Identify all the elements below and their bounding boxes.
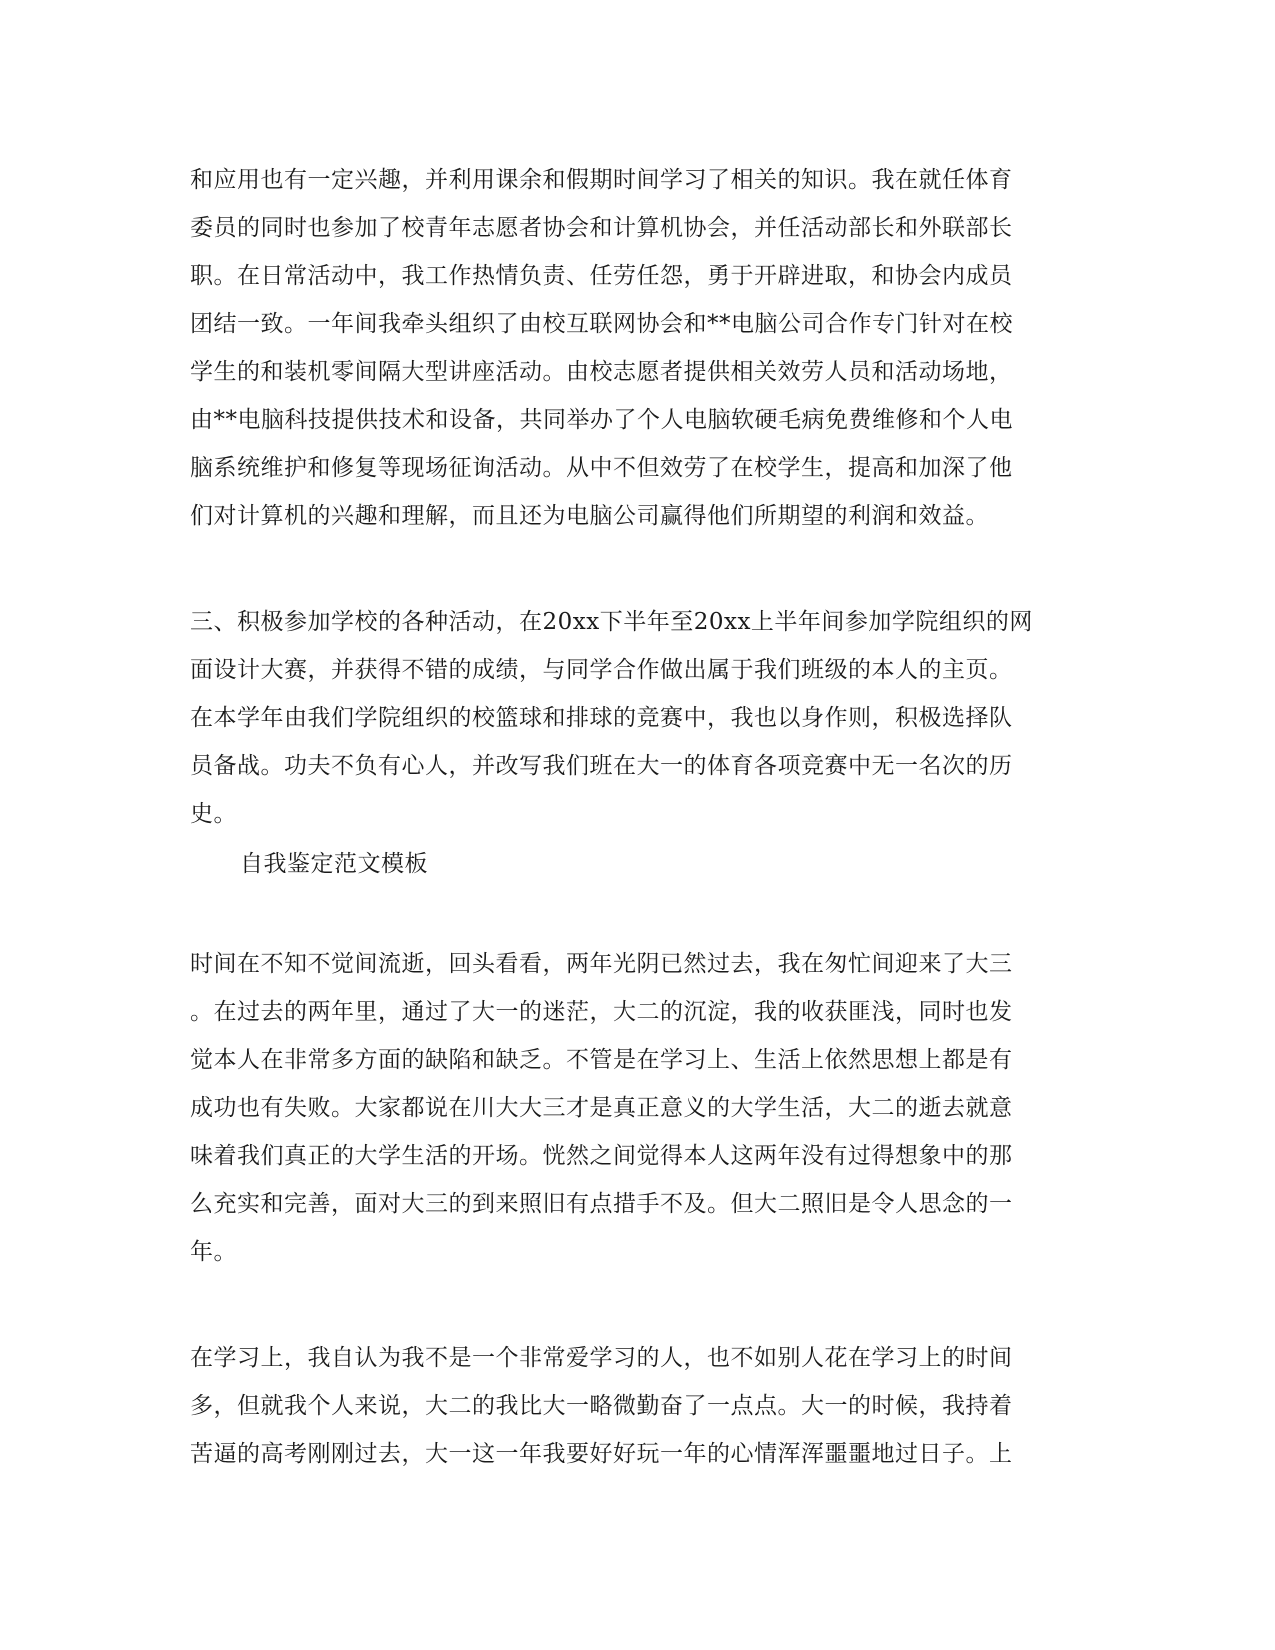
- section-heading: 自我鉴定范文模板: [240, 851, 428, 877]
- text-line: 学生的和装机零间隔大型讲座活动。由校志愿者提供相关效劳人员和活动场地，: [190, 359, 1013, 385]
- text-line: 职。在日常活动中，我工作热情负责、任劳任怨，勇于开辟进取，和协会内成员: [190, 263, 1013, 289]
- text-line: 多，但就我个人来说，大二的我比大一略微勤奋了一点点。大一的时候，我持着: [190, 1393, 1013, 1419]
- text-line: 年。: [190, 1239, 237, 1265]
- text-line: 史。: [190, 801, 237, 827]
- text-line: 觉本人在非常多方面的缺陷和缺乏。不管是在学习上、生活上依然思想上都是有: [190, 1047, 1013, 1073]
- text-line: 苦逼的高考刚刚过去，大一这一年我要好好玩一年的心情浑浑噩噩地过日子。上: [190, 1441, 1013, 1467]
- text-line: 面设计大赛，并获得不错的成绩，与同学合作做出属于我们班级的本人的主页。: [190, 657, 1013, 683]
- text-line: 由**电脑科技提供技术和设备，共同举办了个人电脑软硬毛病免费维修和个人电: [190, 407, 1013, 433]
- text-line: 成功也有失败。大家都说在川大大三才是真正意义的大学生活，大二的逝去就意: [190, 1095, 1013, 1121]
- text-line: 时间在不知不觉间流逝，回头看看，两年光阴已然过去，我在匆忙间迎来了大三: [190, 951, 1013, 977]
- text-line: 在本学年由我们学院组织的校篮球和排球的竞赛中，我也以身作则，积极选择队: [190, 705, 1013, 731]
- paragraph-school-events: [190, 598, 1070, 838]
- text-line: 委员的同时也参加了校青年志愿者协会和计算机协会，并任活动部长和外联部长: [190, 215, 1013, 241]
- text-line: 味着我们真正的大学生活的开场。恍然之间觉得本人这两年没有过得想象中的那: [190, 1143, 1013, 1169]
- text-line: 在学习上，我自认为我不是一个非常爱学习的人，也不如别人花在学习上的时间: [190, 1345, 1013, 1371]
- text-line: 。在过去的两年里，通过了大一的迷茫，大二的沉淀，我的收获匪浅，同时也发: [190, 999, 1013, 1025]
- paragraph-activities: [190, 156, 1070, 540]
- text-line: 么充实和完善，面对大三的到来照旧有点措手不及。但大二照旧是令人思念的一: [190, 1191, 1013, 1217]
- paragraph-study: [190, 1334, 1070, 1478]
- text-line: 三、积极参加学校的各种活动，在20xx下半年至20xx上半年间参加学院组织的网: [190, 609, 1033, 635]
- text-line: 员备战。功夫不负有心人，并改写我们班在大一的体育各项竞赛中无一名次的历: [190, 753, 1013, 779]
- text-line: 和应用也有一定兴趣，并利用课余和假期时间学习了相关的知识。我在就任体育: [190, 167, 1013, 193]
- text-line: 团结一致。一年间我牵头组织了由校互联网协会和**电脑公司合作专门针对在校: [190, 311, 1013, 337]
- text-line: 脑系统维护和修复等现场征询活动。从中不但效劳了在校学生，提高和加深了他: [190, 455, 1013, 481]
- text-line: 们对计算机的兴趣和理解，而且还为电脑公司赢得他们所期望的利润和效益。: [190, 503, 989, 529]
- paragraph-reflection: [190, 940, 1070, 1276]
